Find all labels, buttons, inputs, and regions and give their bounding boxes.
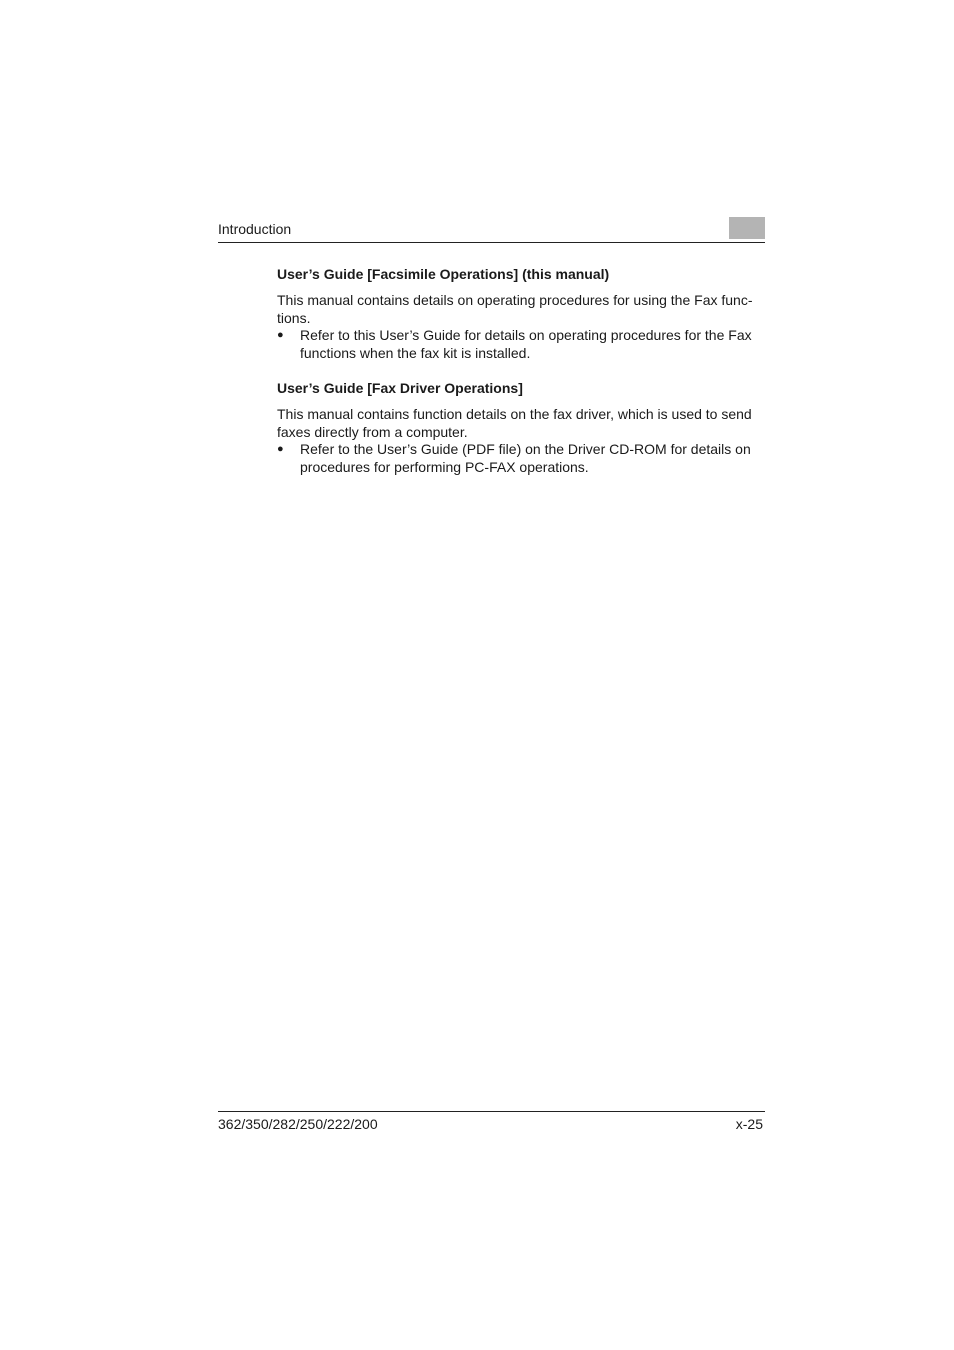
section-body: This manual contains function details on the fax driver, which is used to send faxes directly from a computer. — [277, 406, 752, 440]
section-heading: User’s Guide [Facsimile Operations] (this manual) — [277, 266, 610, 282]
section-fax-driver-operations — [277, 379, 765, 476]
model-numbers: 362/350/282/250/222/200 — [218, 1116, 378, 1132]
chapter-tab-marker — [729, 217, 765, 239]
bullet-item — [277, 327, 765, 362]
bullet-text: Refer to the User’s Guide (PDF file) on the Driver CD-ROM for details on procedures for performing PC-FAX operations. — [300, 441, 751, 475]
bullet-icon: ● — [277, 443, 284, 455]
bullet-item — [277, 441, 765, 476]
page-footer — [218, 1111, 765, 1132]
bullet-icon: ● — [277, 329, 284, 341]
chapter-title: Introduction — [218, 221, 292, 237]
main-content — [277, 265, 765, 476]
bullet-text: Refer to this User’s Guide for details on operating procedures for the Fax functions when the fax kit is installed. — [300, 327, 752, 361]
section-heading: User’s Guide [Fax Driver Operations] — [277, 380, 523, 396]
section-body: This manual contains details on operating procedures for using the Fax func-tions. — [277, 292, 753, 326]
page-header — [218, 217, 765, 243]
page-number: x-25 — [735, 1116, 763, 1132]
section-facsimile-operations — [277, 265, 765, 362]
